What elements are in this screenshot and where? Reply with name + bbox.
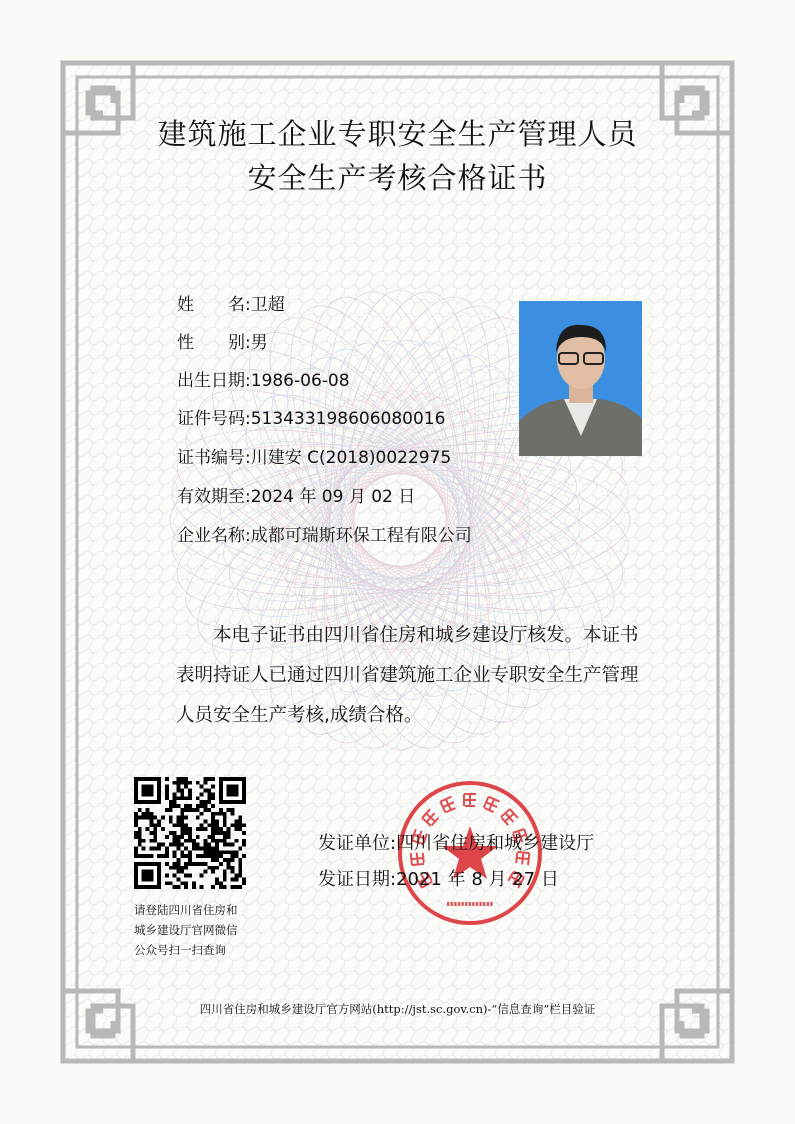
seal-glyph-mark (440, 796, 457, 814)
qr-note-line: 城乡建设厅官网微信 (134, 923, 238, 937)
field-value: 2024 年 09 月 02 日 (250, 487, 416, 507)
issue-date-label: 发证日期: (318, 869, 397, 890)
field-value: 卫超 (250, 295, 285, 315)
field-label: 证书编号: (177, 448, 251, 468)
seal-digit-mark (487, 902, 489, 906)
statement-line3: 人员安全生产考核,成绩合格。 (176, 705, 423, 726)
field-value: 男 (250, 333, 268, 353)
certificate-title-line1: 建筑施工企业专职安全生产管理人员 (157, 117, 638, 151)
seal-digit-mark (465, 902, 467, 906)
seal-number-mark (447, 902, 493, 906)
field-id-number (177, 408, 445, 430)
field-label: 出生日期: (177, 371, 251, 391)
issuing-authority (318, 832, 594, 856)
statement-line1: 本电子证书由四川省住房和城乡建设厅核发。本证书 (213, 625, 639, 646)
field-gender (177, 332, 268, 354)
seal-digit-mark (490, 902, 492, 906)
field-value: 513433198606080016 (250, 409, 446, 429)
field-label: 有效期至: (177, 487, 251, 507)
issuer-value: 四川省住房和城乡建设厅 (396, 833, 595, 854)
issuer-label: 发证单位: (318, 833, 397, 854)
field-value: 1986-06-08 (250, 371, 350, 391)
seal-digit-mark (458, 902, 460, 906)
seal-digit-mark (447, 902, 449, 906)
certificate-title-line2: 安全生产考核合格证书 (247, 161, 548, 195)
field-label: 企业名称: (177, 526, 251, 546)
qr-instructions (134, 900, 238, 960)
seal-glyph-mark (464, 793, 476, 807)
qr-note-line: 公众号扫一扫查询 (134, 943, 226, 957)
verification-footer: 四川省住房和城乡建设厅官方网站(http://jst.sc.gov.cn)-“信息查询”栏目验证 (199, 1002, 596, 1016)
field-company (177, 525, 472, 547)
field-name (177, 294, 285, 316)
seal-glyph-mark (500, 808, 518, 826)
seal-digit-mark (472, 902, 474, 906)
issue-date-value: 2021 年 8 月 27 日 (396, 869, 559, 890)
field-value: 成都可瑞斯环保工程有限公司 (250, 526, 472, 546)
seal-digit-mark (451, 902, 453, 906)
seal-digit-mark (479, 902, 481, 906)
holder-photo (519, 301, 642, 456)
seal-digit-mark (461, 902, 463, 906)
field-value: 川建安 C(2018)0022975 (250, 448, 452, 468)
seal-digit-mark (469, 902, 471, 906)
qr-note-line: 请登陆四川省住房和 (134, 903, 238, 917)
statement-line2: 表明持证人已通过四川省建筑施工企业专职安全生产管理 (176, 665, 639, 686)
field-label: 性 别: (177, 333, 251, 353)
field-birthdate (177, 370, 350, 392)
field-certificate-number (177, 447, 451, 469)
field-label: 姓 名: (177, 295, 251, 315)
verification-qr-code[interactable] (134, 777, 246, 889)
seal-glyph-mark (421, 808, 439, 826)
seal-digit-mark (483, 902, 485, 906)
seal-glyph-mark (483, 796, 500, 814)
issue-date (318, 868, 559, 892)
seal-digit-mark (454, 902, 456, 906)
field-valid-until (177, 486, 415, 508)
field-label: 证件号码: (177, 409, 251, 429)
seal-digit-mark (476, 902, 478, 906)
